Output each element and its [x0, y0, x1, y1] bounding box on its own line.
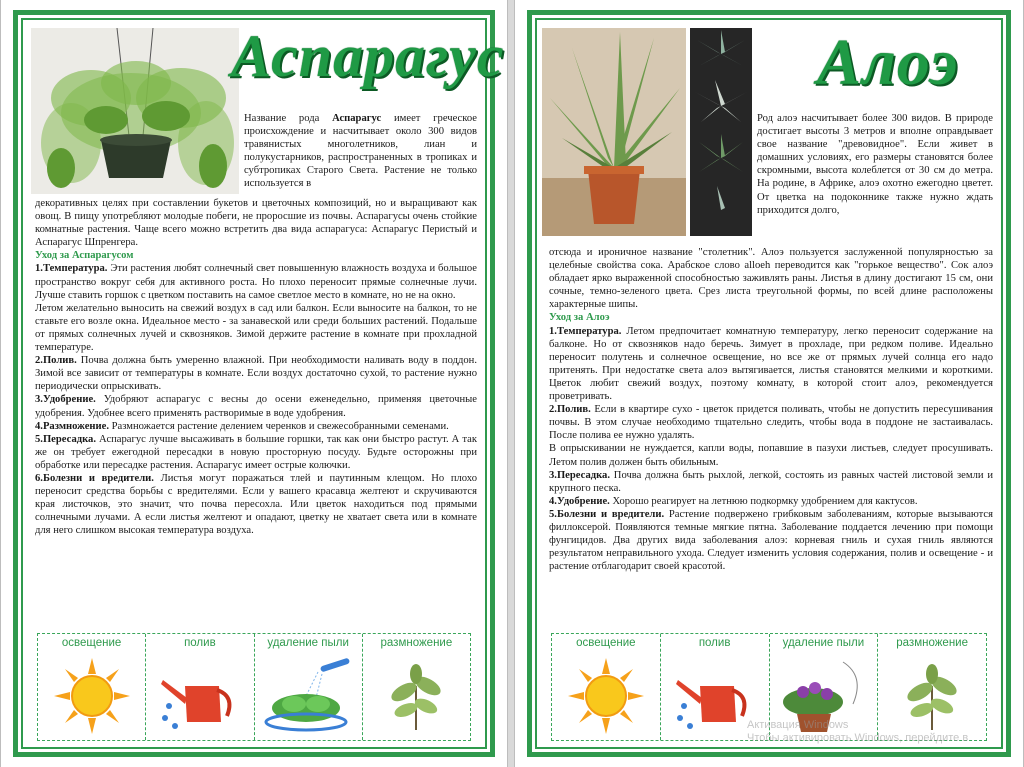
intro-text: декоративных целях при составлении букетов и цветочных композиций, но и выращивают как овощ. В пищу употребляют молодые побеги, не проросшие из почвы. Аспарагусы очень стойкие комнатные растения. Чаще всего можно встретить два вида аспарагуса: Аспарагус Перистый и Аспарагус Шпренгера.	[35, 198, 477, 249]
icon-cell-propagation: размножение	[363, 634, 470, 740]
intro-float-text: Название рода Аспарагус имеет греческое происхождение и насчитывает около 300 видов травянистых многолетников, лиан и полукустарников, распространенных в тропиках и субтропиках Старого Света. Растение не только используется в	[244, 113, 477, 190]
watering-can-icon	[155, 656, 245, 736]
intro-float-text: Род алоэ насчитывает более 300 видов. В природе достигает высоты 3 метров и вполне оправдывает свое название "древовидное". Если живет в домашних условиях, его размеры становятся более скромными, высота колеблется от 30 см до метра. На родине, в Африке, алоэ охотно ежегодно цветет. От цветка на подоконнике также нужно ждать приходится долго,	[757, 113, 993, 216]
cutting-icon	[376, 656, 456, 736]
care-spraying: В опрыскивании не нуждается, капли воды, попавшие в пазухи листьев, следует просушивать. Летом полив должен быть обильным.	[549, 443, 993, 468]
aloe-photo	[542, 28, 686, 236]
page-title: Аспарагус	[231, 23, 505, 89]
care-fertilizer: 4.Удобрение. Хорошо реагирует на летнюю подкормку удобрением для кактусов.	[549, 495, 918, 507]
care-summer: Летом желательно выносить на свежий воздух в сад или балкон. Если выносите на балкон, то не ставьте его возле окна. Идеальное место - за занавеской или среди больших растений. Подальше от прямых солнечных лучей и сквозняков. Зимой держите растение в комнате при прохладной температуре.	[35, 302, 477, 354]
icon-cell-propagation: размножение	[878, 634, 986, 740]
sun-icon	[566, 656, 646, 736]
icon-cell-dust: удаление пыли	[770, 634, 879, 740]
care-transplant: 3.Пересадка. Почва должна быть рыхлой, легкой, состоять из равных частей листовой земли и крупного песка.	[549, 469, 993, 494]
care-propagation: 4.Размножение. Размножается растение делением черенков и свежесобранными семенами.	[35, 420, 449, 432]
asparagus-photo	[31, 28, 239, 194]
page-asparagus	[0, 0, 508, 767]
page-title: Алоэ	[817, 26, 959, 99]
care-icons-strip	[37, 633, 471, 741]
care-temperature: 1.Температура. Летом предпочитает комнатную температуру, легко переносит содержание на балконе. Но от сквозняков надо беречь. Зимует в прохладе, при редком поливе. Идеально переносит полутень и солнечное освещение, но все же от прямых лучей солнца его надо притенять. При недостатке света алоэ вытягивается, листья становятся мелкими и короткими. Цветок любит свежий воздух, поэтому комнату, в которой стоит алоэ, рекомендуется проветривать.	[549, 325, 993, 403]
care-temperature: 1.Температура. Эти растения любят солнечный свет повышенную влажность воздуха и большое пространство вокруг себя для активного роста. Но плохо переносит прямые солнечные лучи. Лучше ставить горшок с цветком поставить на самое светлое место в комнате, но не на окно.	[35, 263, 477, 301]
page-aloe	[514, 0, 1024, 767]
care-fertilizer: 3.Удобрение. Удобряют аспарагус с весны до осени еженедельно, применяя цветочные удобрения. Удобнее всего применять растворимые в воде удобрения.	[35, 394, 477, 419]
care-heading: Уход за Алоэ	[549, 312, 610, 324]
icon-cell-lighting: освещение	[38, 634, 146, 740]
care-heading: Уход за Аспарагусом	[35, 250, 134, 262]
dusting-plant-icon	[258, 656, 358, 736]
icon-cell-watering: полив	[661, 634, 770, 740]
care-diseases: 5.Болезни и вредители. Растение подвержено грибковым заболеваниям, которые вызываются филлоксерой. Появляются темные мягкие пятна. Заболевание поддается лечению при помощи фунгицидов. Два других вида заболевания алоэ: корневая гниль и сухая гниль являются результатом неправильного ухода. Следует изменить условия содержания, полив и освещение - и растение отблагодарит своей красотой.	[549, 508, 993, 573]
article-body	[549, 246, 993, 573]
icon-cell-lighting: освещение	[552, 634, 661, 740]
icon-cell-dust: удаление пыли	[255, 634, 363, 740]
icon-cell-watering: полив	[146, 634, 254, 740]
article-body	[35, 197, 477, 537]
intro-text: отсюда и ироничное название "столетник". Алоэ пользуется заслуженной популярностью за целебные свойства сока. Арабское слово alloeh переводится как "горькое вещество". Сок алоэ обладает ярко выраженной способностью заживлять раны. Листья в длину достигают 15 см, они сочные, темно-зеленого цвета. Срез листа треугольной формы, по всей длине расположены характерные шипы.	[549, 247, 993, 311]
care-watering: 2.Полив. Если в квартире сухо - цветок придется поливать, чтобы не допустить пересушивания почвы. В этом случае необходимо тщательно следить, чтобы вода в поддоне не застаивалась. После полива ее нужно удалять.	[549, 404, 993, 442]
care-transplant: 5.Пересадка. Аспарагус лучше высаживать в большие горшки, так как они быстро растут. А так же он требует ежегодной пересадки в новую просторную посуду. Будьте осторожны при обработке или пересадке растения. Аспарагус имеет острые колючки.	[35, 433, 477, 471]
care-watering: 2.Полив. Почва должна быть умеренно влажной. При необходимости наливать воду в поддон. Зимой все зависит от температуры в комнате. Если воздух достаточно сухой, то растение нужно периодически опрыскивать.	[35, 355, 477, 393]
aloe-variety-photos	[690, 28, 752, 236]
sun-icon	[52, 656, 132, 736]
care-diseases: 6.Болезни и вредители. Листья могут поражаться тлей и паутинным клещом. Но плохо переносит средства борьбы с вредителями. Если у вашего красавца желтеют и скручиваются края листочков, это значит, что почва пересохла. Или цветок находиться под прямыми солнечными лучами. А если листья желтеют и опадают, цветку не хватает света или в комнате для него слишком высокая температура воздуха.	[35, 472, 477, 537]
windows-activation-watermark: Активация Windows Чтобы активировать Windows, перейдите в	[747, 719, 969, 744]
